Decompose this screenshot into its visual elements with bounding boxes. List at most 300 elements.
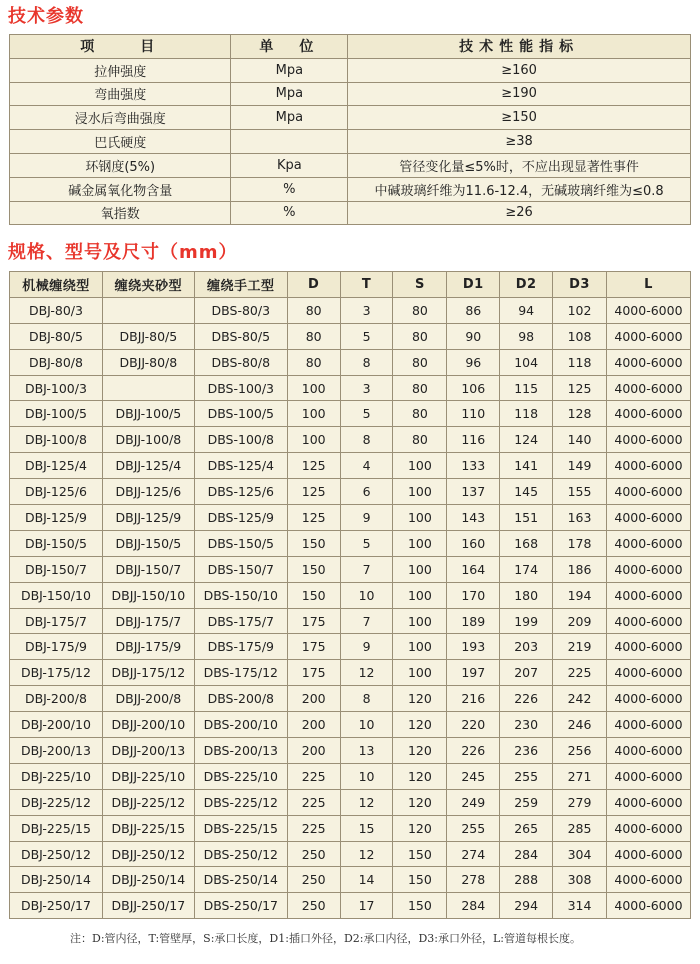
spec-cell: 100	[393, 505, 447, 531]
spec-cell: DBJ-150/7	[10, 556, 103, 582]
spec-cell: DBJJ-150/5	[102, 530, 194, 556]
table-row	[10, 453, 691, 479]
spec-cell: DBJ-175/7	[10, 608, 103, 634]
spec-cell: 285	[553, 815, 607, 841]
spec-cell: 118	[500, 401, 553, 427]
table-row	[10, 82, 691, 106]
table-row	[10, 530, 691, 556]
table-row	[10, 106, 691, 130]
spec-cell: 8	[340, 349, 393, 375]
table-row	[10, 177, 691, 201]
table-row	[10, 893, 691, 919]
spec-cell: 150	[287, 556, 340, 582]
spec-cell: DBJ-125/4	[10, 453, 103, 479]
spec-cell: 4000-6000	[606, 530, 690, 556]
spec-cell: 3	[340, 375, 393, 401]
params-cell: ≥26	[348, 201, 691, 225]
spec-cell: DBJJ-125/9	[102, 505, 194, 531]
params-cell: 碱金属氧化物含量	[10, 177, 231, 201]
spec-cell: DBS-250/17	[194, 893, 287, 919]
spec-cell: DBJJ-200/8	[102, 686, 194, 712]
spec-table	[9, 271, 691, 919]
spec-cell: DBS-200/13	[194, 738, 287, 764]
spec-cell	[102, 375, 194, 401]
spec-cell: DBJJ-200/13	[102, 738, 194, 764]
table-row	[10, 867, 691, 893]
params-cell: 拉伸强度	[10, 58, 231, 82]
spec-cell: DBJJ-125/4	[102, 453, 194, 479]
spec-cell: 178	[553, 530, 607, 556]
spec-cell: 284	[500, 841, 553, 867]
params-header-cell: 单 位	[231, 35, 348, 59]
spec-cell: DBS-225/10	[194, 763, 287, 789]
spec-cell: 186	[553, 556, 607, 582]
spec-cell: 125	[287, 453, 340, 479]
spec-cell: 120	[393, 763, 447, 789]
spec-cell: 175	[287, 660, 340, 686]
spec-cell: 225	[553, 660, 607, 686]
spec-cell: DBJJ-175/12	[102, 660, 194, 686]
params-cell	[231, 130, 348, 154]
spec-cell: 12	[340, 660, 393, 686]
spec-cell: 15	[340, 815, 393, 841]
spec-cell: 271	[553, 763, 607, 789]
params-cell: %	[231, 201, 348, 225]
spec-cell: 124	[500, 427, 553, 453]
spec-cell: 294	[500, 893, 553, 919]
spec-cell: DBS-125/6	[194, 479, 287, 505]
spec-cell: 5	[340, 530, 393, 556]
spec-cell: 125	[287, 479, 340, 505]
spec-cell: 5	[340, 323, 393, 349]
spec-cell: 145	[500, 479, 553, 505]
spec-cell: DBJJ-250/12	[102, 841, 194, 867]
spec-cell: DBS-225/15	[194, 815, 287, 841]
spec-cell: 226	[447, 738, 500, 764]
spec-cell: DBJJ-150/7	[102, 556, 194, 582]
spec-cell: 250	[287, 893, 340, 919]
spec-cell: 225	[287, 763, 340, 789]
params-header-row	[10, 35, 691, 59]
spec-cell: 274	[447, 841, 500, 867]
spec-cell: 140	[553, 427, 607, 453]
spec-cell: DBS-175/12	[194, 660, 287, 686]
spec-cell: DBS-250/14	[194, 867, 287, 893]
spec-cell: DBS-100/5	[194, 401, 287, 427]
spec-cell: 100	[393, 660, 447, 686]
spec-cell: 4000-6000	[606, 427, 690, 453]
spec-cell: 100	[287, 401, 340, 427]
table-row	[10, 401, 691, 427]
spec-cell: DBJ-225/10	[10, 763, 103, 789]
table-row	[10, 505, 691, 531]
spec-cell: 4000-6000	[606, 763, 690, 789]
spec-cell: 80	[393, 427, 447, 453]
spec-cell: 125	[553, 375, 607, 401]
spec-cell: 8	[340, 427, 393, 453]
table-row	[10, 323, 691, 349]
spec-cell: 80	[393, 349, 447, 375]
spec-cell: 200	[287, 738, 340, 764]
spec-cell: 250	[287, 841, 340, 867]
spec-cell: 4000-6000	[606, 660, 690, 686]
spec-cell: 4000-6000	[606, 582, 690, 608]
spec-cell: 12	[340, 789, 393, 815]
spec-cell: 80	[287, 297, 340, 323]
spec-cell: 4000-6000	[606, 608, 690, 634]
spec-cell: 265	[500, 815, 553, 841]
spec-cell: 8	[340, 686, 393, 712]
spec-cell: 137	[447, 479, 500, 505]
spec-cell: DBJJ-175/7	[102, 608, 194, 634]
spec-cell: 80	[393, 375, 447, 401]
spec-cell: 150	[287, 530, 340, 556]
spec-cell: DBS-150/10	[194, 582, 287, 608]
spec-cell: 194	[553, 582, 607, 608]
spec-cell: 115	[500, 375, 553, 401]
spec-cell: 104	[500, 349, 553, 375]
spec-cell: 100	[393, 453, 447, 479]
spec-cell: 163	[553, 505, 607, 531]
spec-cell: 4000-6000	[606, 453, 690, 479]
spec-cell: 175	[287, 608, 340, 634]
table-row	[10, 763, 691, 789]
spec-cell: 118	[553, 349, 607, 375]
spec-cell: 175	[287, 634, 340, 660]
spec-cell: DBJ-150/10	[10, 582, 103, 608]
spec-cell: DBJJ-150/10	[102, 582, 194, 608]
spec-cell: 100	[287, 427, 340, 453]
spec-cell: 13	[340, 738, 393, 764]
spec-cell: 4000-6000	[606, 505, 690, 531]
spec-cell: 151	[500, 505, 553, 531]
spec-cell: 4	[340, 453, 393, 479]
table-row	[10, 349, 691, 375]
spec-cell: DBJ-80/3	[10, 297, 103, 323]
spec-cell: 110	[447, 401, 500, 427]
params-cell: 中碱玻璃纤维为11.6-12.4，无碱玻璃纤维为≤0.8	[348, 177, 691, 201]
spec-cell: DBJ-250/14	[10, 867, 103, 893]
spec-cell: 120	[393, 712, 447, 738]
spec-cell: 120	[393, 686, 447, 712]
section-title-tech-params: 技术参数	[8, 6, 84, 27]
spec-cell: DBJJ-225/12	[102, 789, 194, 815]
spec-cell: DBJ-200/13	[10, 738, 103, 764]
spec-cell: 9	[340, 634, 393, 660]
spec-cell: 249	[447, 789, 500, 815]
spec-cell: 4000-6000	[606, 738, 690, 764]
params-cell: Mpa	[231, 106, 348, 130]
spec-cell: 10	[340, 763, 393, 789]
spec-cell: 150	[393, 867, 447, 893]
spec-cell: 7	[340, 556, 393, 582]
spec-cell: DBS-80/8	[194, 349, 287, 375]
spec-cell: 203	[500, 634, 553, 660]
spec-cell: 4000-6000	[606, 401, 690, 427]
spec-cell: 10	[340, 582, 393, 608]
spec-cell: 150	[393, 893, 447, 919]
spec-cell: 230	[500, 712, 553, 738]
spec-cell: 207	[500, 660, 553, 686]
spec-cell: 4000-6000	[606, 349, 690, 375]
spec-cell: DBS-200/8	[194, 686, 287, 712]
table-row	[10, 712, 691, 738]
spec-cell: 80	[393, 401, 447, 427]
spec-cell: 141	[500, 453, 553, 479]
spec-cell: 197	[447, 660, 500, 686]
spec-header-row	[10, 272, 691, 298]
spec-cell: 125	[287, 505, 340, 531]
params-cell: 弯曲强度	[10, 82, 231, 106]
table-row	[10, 427, 691, 453]
spec-cell: 150	[287, 582, 340, 608]
spec-cell: 189	[447, 608, 500, 634]
spec-cell: DBS-125/4	[194, 453, 287, 479]
spec-cell: 304	[553, 841, 607, 867]
params-cell: Mpa	[231, 58, 348, 82]
table-row	[10, 153, 691, 177]
spec-cell: 219	[553, 634, 607, 660]
spec-cell: DBJ-80/8	[10, 349, 103, 375]
spec-cell: 7	[340, 608, 393, 634]
spec-cell: DBJ-250/12	[10, 841, 103, 867]
spec-cell: DBS-175/7	[194, 608, 287, 634]
spec-cell: DBS-150/5	[194, 530, 287, 556]
spec-cell: 86	[447, 297, 500, 323]
spec-cell: 155	[553, 479, 607, 505]
params-cell: 巴氏硬度	[10, 130, 231, 154]
spec-cell: DBJ-200/10	[10, 712, 103, 738]
params-cell: ≥160	[348, 58, 691, 82]
spec-cell: 10	[340, 712, 393, 738]
spec-header-cell: 缠绕手工型	[194, 272, 287, 298]
params-header-cell: 技术性能指标	[348, 35, 691, 59]
spec-cell: DBJ-225/15	[10, 815, 103, 841]
table-row	[10, 660, 691, 686]
spec-cell: 255	[447, 815, 500, 841]
spec-cell: DBJ-100/3	[10, 375, 103, 401]
spec-header-cell: 机械缠绕型	[10, 272, 103, 298]
spec-cell: 288	[500, 867, 553, 893]
spec-cell: 170	[447, 582, 500, 608]
spec-cell: 209	[553, 608, 607, 634]
table-row	[10, 375, 691, 401]
spec-cell: 14	[340, 867, 393, 893]
spec-cell: 164	[447, 556, 500, 582]
spec-cell: 100	[287, 375, 340, 401]
spec-cell: 12	[340, 841, 393, 867]
table-row	[10, 634, 691, 660]
spec-header-cell: 缠绕夹砂型	[102, 272, 194, 298]
spec-cell: DBS-150/7	[194, 556, 287, 582]
spec-cell: 4000-6000	[606, 712, 690, 738]
spec-cell: 6	[340, 479, 393, 505]
spec-cell	[102, 297, 194, 323]
table-row	[10, 608, 691, 634]
spec-cell: 225	[287, 789, 340, 815]
spec-cell: DBS-225/12	[194, 789, 287, 815]
section-title-spec: 规格、型号及尺寸（mm）	[8, 242, 238, 263]
spec-cell: 242	[553, 686, 607, 712]
params-cell: 浸水后弯曲强度	[10, 106, 231, 130]
spec-cell: 4000-6000	[606, 867, 690, 893]
spec-cell: DBJJ-175/9	[102, 634, 194, 660]
spec-cell: 4000-6000	[606, 634, 690, 660]
table-row	[10, 686, 691, 712]
params-cell: 环钢度(5%)	[10, 153, 231, 177]
spec-cell: 278	[447, 867, 500, 893]
spec-cell: 314	[553, 893, 607, 919]
spec-cell: 259	[500, 789, 553, 815]
params-cell: Mpa	[231, 82, 348, 106]
table-row	[10, 789, 691, 815]
spec-cell: DBJ-175/12	[10, 660, 103, 686]
spec-cell: 4000-6000	[606, 686, 690, 712]
spec-cell: 250	[287, 867, 340, 893]
spec-cell: DBS-250/12	[194, 841, 287, 867]
spec-cell: 100	[393, 530, 447, 556]
spec-cell: 4000-6000	[606, 789, 690, 815]
spec-cell: 284	[447, 893, 500, 919]
table-row	[10, 130, 691, 154]
spec-cell: 199	[500, 608, 553, 634]
table-row	[10, 479, 691, 505]
spec-cell: 174	[500, 556, 553, 582]
spec-cell: 220	[447, 712, 500, 738]
tech-params-table	[9, 34, 691, 225]
table-row	[10, 841, 691, 867]
spec-cell: DBJJ-100/5	[102, 401, 194, 427]
spec-cell: 200	[287, 712, 340, 738]
table-row	[10, 815, 691, 841]
spec-cell: DBJ-150/5	[10, 530, 103, 556]
spec-cell: DBJ-175/9	[10, 634, 103, 660]
spec-cell: DBJJ-125/6	[102, 479, 194, 505]
spec-cell: 100	[393, 479, 447, 505]
spec-cell: 180	[500, 582, 553, 608]
spec-cell: 225	[287, 815, 340, 841]
table-row	[10, 297, 691, 323]
spec-cell: DBJJ-250/17	[102, 893, 194, 919]
spec-cell: 4000-6000	[606, 297, 690, 323]
spec-cell: DBJJ-200/10	[102, 712, 194, 738]
spec-cell: 96	[447, 349, 500, 375]
table-row	[10, 201, 691, 225]
spec-cell: 94	[500, 297, 553, 323]
spec-cell: 168	[500, 530, 553, 556]
spec-cell: DBJJ-100/8	[102, 427, 194, 453]
params-cell: ≥190	[348, 82, 691, 106]
spec-cell: 236	[500, 738, 553, 764]
spec-cell: DBJJ-225/10	[102, 763, 194, 789]
spec-cell: 3	[340, 297, 393, 323]
spec-cell: 9	[340, 505, 393, 531]
spec-header-cell: D2	[500, 272, 553, 298]
spec-cell: 4000-6000	[606, 479, 690, 505]
spec-cell: DBJJ-80/8	[102, 349, 194, 375]
spec-cell: 255	[500, 763, 553, 789]
spec-cell: 150	[393, 841, 447, 867]
spec-cell: 106	[447, 375, 500, 401]
spec-cell: 80	[287, 349, 340, 375]
spec-cell: 4000-6000	[606, 893, 690, 919]
spec-cell: 200	[287, 686, 340, 712]
spec-header-cell: D1	[447, 272, 500, 298]
spec-cell: 102	[553, 297, 607, 323]
spec-cell: DBS-100/3	[194, 375, 287, 401]
spec-cell: 256	[553, 738, 607, 764]
spec-cell: DBJ-100/5	[10, 401, 103, 427]
spec-cell: DBJ-80/5	[10, 323, 103, 349]
spec-cell: 116	[447, 427, 500, 453]
params-cell: %	[231, 177, 348, 201]
spec-cell: DBJ-125/9	[10, 505, 103, 531]
spec-cell: DBJ-250/17	[10, 893, 103, 919]
spec-cell: DBS-100/8	[194, 427, 287, 453]
spec-cell: 143	[447, 505, 500, 531]
spec-cell: 4000-6000	[606, 841, 690, 867]
spec-header-cell: L	[606, 272, 690, 298]
spec-cell: 4000-6000	[606, 375, 690, 401]
spec-cell: 100	[393, 582, 447, 608]
spec-cell: DBJJ-250/14	[102, 867, 194, 893]
footnote: 注：D:管内径，T:管壁厚，S:承口长度，D1:插口外径，D2:承口内径，D3:承口外径，L:管道每根长度。	[70, 932, 581, 945]
spec-cell: 193	[447, 634, 500, 660]
params-cell: ≥38	[348, 130, 691, 154]
spec-header-cell: S	[393, 272, 447, 298]
spec-cell: 133	[447, 453, 500, 479]
spec-cell: 4000-6000	[606, 815, 690, 841]
table-row	[10, 738, 691, 764]
spec-cell: DBJ-200/8	[10, 686, 103, 712]
spec-cell: 100	[393, 634, 447, 660]
params-cell: ≥150	[348, 106, 691, 130]
spec-cell: DBJ-125/6	[10, 479, 103, 505]
spec-cell: 120	[393, 789, 447, 815]
spec-cell: 279	[553, 789, 607, 815]
spec-cell: 108	[553, 323, 607, 349]
table-row	[10, 582, 691, 608]
spec-cell: 245	[447, 763, 500, 789]
spec-cell: 100	[393, 556, 447, 582]
spec-header-cell: T	[340, 272, 393, 298]
spec-cell: DBS-80/5	[194, 323, 287, 349]
spec-cell: DBJJ-80/5	[102, 323, 194, 349]
spec-cell: 80	[393, 297, 447, 323]
params-cell: 管径变化量≤5%时，不应出现显著性事件	[348, 153, 691, 177]
spec-cell: 160	[447, 530, 500, 556]
spec-cell: DBS-80/3	[194, 297, 287, 323]
spec-cell: 4000-6000	[606, 556, 690, 582]
spec-cell: DBJ-225/12	[10, 789, 103, 815]
spec-cell: DBJJ-225/15	[102, 815, 194, 841]
spec-cell: 98	[500, 323, 553, 349]
spec-cell: DBJ-100/8	[10, 427, 103, 453]
spec-cell: DBS-175/9	[194, 634, 287, 660]
spec-cell: 308	[553, 867, 607, 893]
table-row	[10, 556, 691, 582]
spec-cell: DBS-125/9	[194, 505, 287, 531]
spec-cell: 4000-6000	[606, 323, 690, 349]
spec-cell: 80	[287, 323, 340, 349]
spec-cell: 149	[553, 453, 607, 479]
spec-cell: 120	[393, 815, 447, 841]
spec-cell: 90	[447, 323, 500, 349]
table-row	[10, 58, 691, 82]
params-cell: Kpa	[231, 153, 348, 177]
params-cell: 氧指数	[10, 201, 231, 225]
spec-cell: 5	[340, 401, 393, 427]
